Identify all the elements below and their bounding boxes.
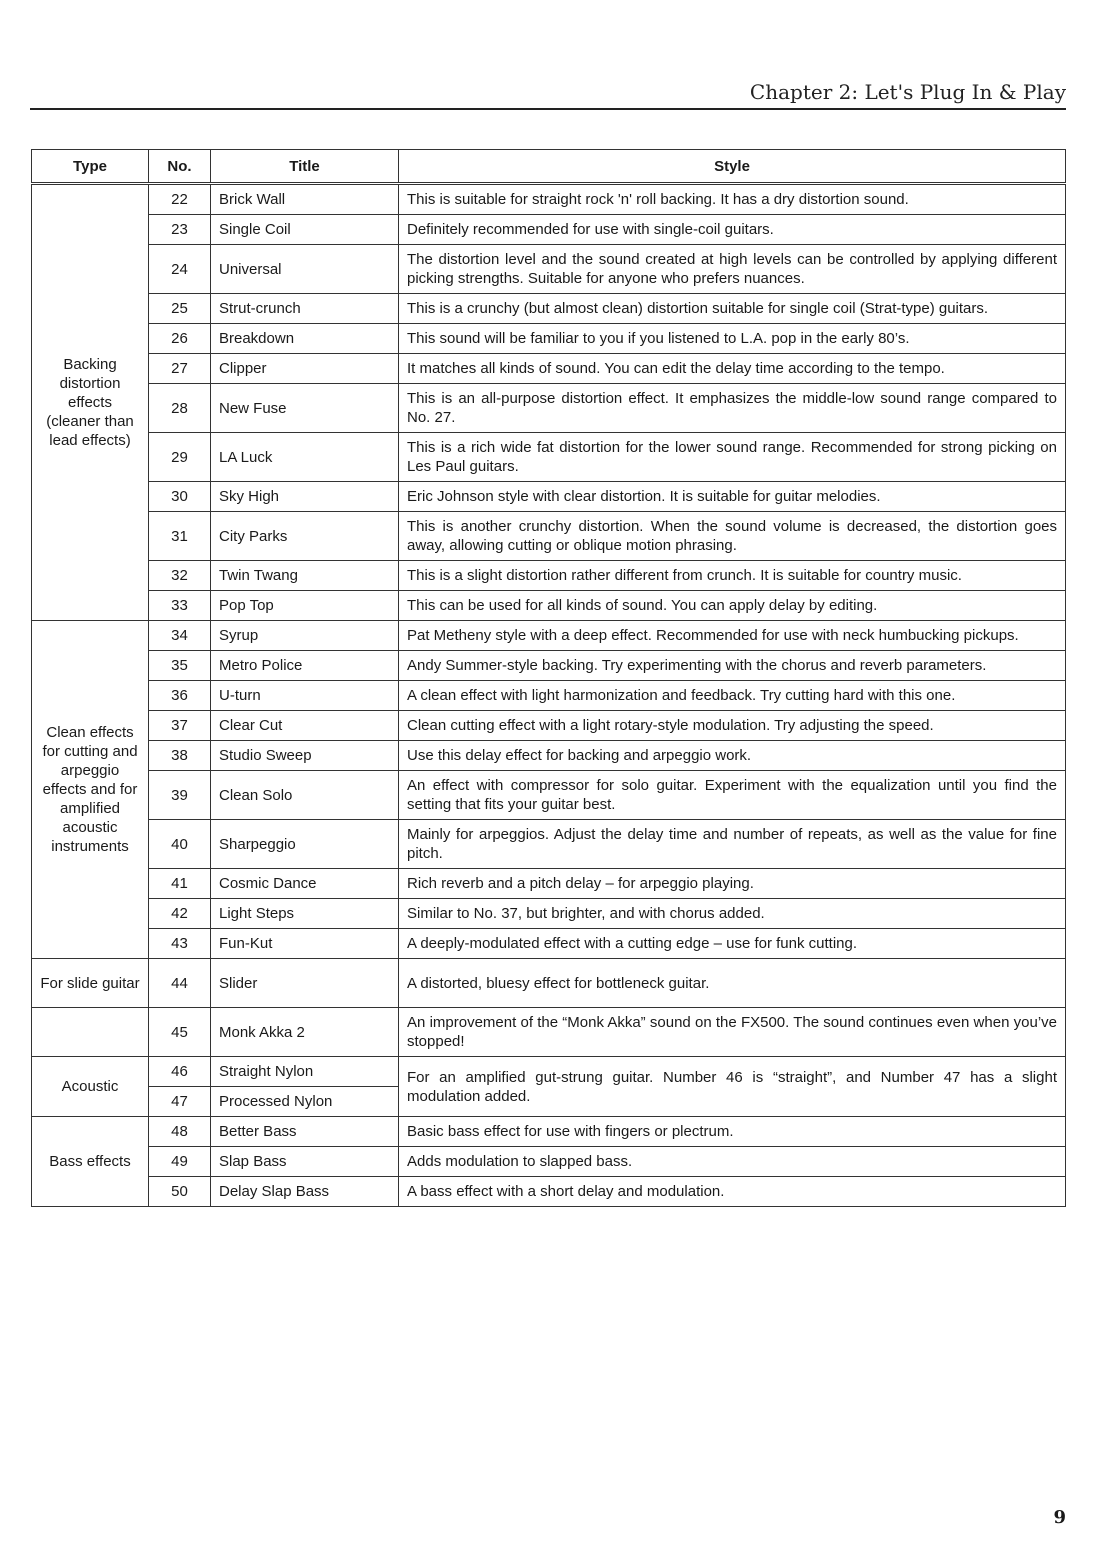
no-cell: 46: [149, 1057, 211, 1087]
title-cell: Fun-Kut: [211, 929, 399, 959]
no-cell: 36: [149, 681, 211, 711]
style-cell: Adds modulation to slapped bass.: [399, 1147, 1066, 1177]
table-row: [32, 591, 1066, 621]
no-cell: 30: [149, 482, 211, 512]
table-row: [32, 512, 1066, 561]
style-cell: It matches all kinds of sound. You can edit the delay time according to the tempo.: [399, 354, 1066, 384]
style-cell: This sound will be familiar to you if you listened to L.A. pop in the early 80’s.: [399, 324, 1066, 354]
chapter-header: Chapter 2: Let's Plug In & Play: [749, 80, 1066, 104]
title-cell: Slap Bass: [211, 1147, 399, 1177]
table-row: [32, 1057, 1066, 1087]
table-row: [32, 245, 1066, 294]
no-cell: 37: [149, 711, 211, 741]
style-cell: This is a crunchy (but almost clean) distortion suitable for single coil (Strat-type) guitars.: [399, 294, 1066, 324]
title-cell: Brick Wall: [211, 184, 399, 215]
style-cell: This is suitable for straight rock 'n' roll backing. It has a dry distortion sound.: [399, 184, 1066, 215]
no-cell: 35: [149, 651, 211, 681]
title-cell: Twin Twang: [211, 561, 399, 591]
title-cell: Straight Nylon: [211, 1057, 399, 1087]
table-header-row: [32, 150, 1066, 184]
table-row: [32, 651, 1066, 681]
table-row: [32, 820, 1066, 869]
title-cell: Better Bass: [211, 1117, 399, 1147]
table-row: [32, 482, 1066, 512]
table-row: [32, 1008, 1066, 1057]
title-cell: U-turn: [211, 681, 399, 711]
no-cell: 33: [149, 591, 211, 621]
no-cell: 44: [149, 959, 211, 1008]
no-column-header: No.: [149, 150, 211, 184]
no-cell: 39: [149, 771, 211, 820]
style-cell: A deeply-modulated effect with a cutting edge – use for funk cutting.: [399, 929, 1066, 959]
no-cell: 25: [149, 294, 211, 324]
no-cell: 41: [149, 869, 211, 899]
style-cell: A distorted, bluesy effect for bottleneck guitar.: [399, 959, 1066, 1008]
type-column-header: Type: [32, 150, 149, 184]
table-row: [32, 184, 1066, 215]
style-cell: This is a rich wide fat distortion for the lower sound range. Recommended for strong picking on Les Paul guitars.: [399, 433, 1066, 482]
title-cell: Light Steps: [211, 899, 399, 929]
no-cell: 34: [149, 621, 211, 651]
title-cell: Clean Solo: [211, 771, 399, 820]
no-cell: 50: [149, 1177, 211, 1207]
title-cell: City Parks: [211, 512, 399, 561]
style-cell: Andy Summer-style backing. Try experimenting with the chorus and reverb parameters.: [399, 651, 1066, 681]
style-cell: Mainly for arpeggios. Adjust the delay time and number of repeats, as well as the value for fine pitch.: [399, 820, 1066, 869]
table-row: [32, 741, 1066, 771]
type-cell: For slide guitar: [32, 959, 149, 1008]
no-cell: 24: [149, 245, 211, 294]
table-row: [32, 1117, 1066, 1147]
table-row: [32, 433, 1066, 482]
no-cell: 45: [149, 1008, 211, 1057]
style-cell: This is another crunchy distortion. When the sound volume is decreased, the distortion goes away, allowing cutting or oblique motion phrasing.: [399, 512, 1066, 561]
no-cell: 43: [149, 929, 211, 959]
table-row: [32, 771, 1066, 820]
table-row: [32, 959, 1066, 1008]
table-row: [32, 711, 1066, 741]
type-cell: Backing distortion effects (cleaner than lead effects): [32, 184, 149, 621]
style-cell: Pat Metheny style with a deep effect. Recommended for use with neck humbucking pickups.: [399, 621, 1066, 651]
style-cell: A clean effect with light harmonization and feedback. Try cutting hard with this one.: [399, 681, 1066, 711]
table-row: [32, 354, 1066, 384]
no-cell: 27: [149, 354, 211, 384]
no-cell: 48: [149, 1117, 211, 1147]
table-row: [32, 929, 1066, 959]
title-cell: LA Luck: [211, 433, 399, 482]
table-row: [32, 1177, 1066, 1207]
no-cell: 31: [149, 512, 211, 561]
type-cell: Clean effects for cutting and arpeggio effects and for amplified acoustic instruments: [32, 621, 149, 959]
title-cell: Clear Cut: [211, 711, 399, 741]
table-row: [32, 561, 1066, 591]
style-cell: Basic bass effect for use with fingers or plectrum.: [399, 1117, 1066, 1147]
title-cell: Single Coil: [211, 215, 399, 245]
title-cell: Pop Top: [211, 591, 399, 621]
style-cell: Rich reverb and a pitch delay – for arpeggio playing.: [399, 869, 1066, 899]
title-cell: Sharpeggio: [211, 820, 399, 869]
title-column-header: Title: [211, 150, 399, 184]
no-cell: 32: [149, 561, 211, 591]
table-row: [32, 1147, 1066, 1177]
table-row: [32, 869, 1066, 899]
style-cell: The distortion level and the sound created at high levels can be controlled by applying different picking strengths. Suitable for anyone who prefers nuances.: [399, 245, 1066, 294]
title-cell: Delay Slap Bass: [211, 1177, 399, 1207]
style-cell: Clean cutting effect with a light rotary-style modulation. Try adjusting the speed.: [399, 711, 1066, 741]
type-cell: [32, 1008, 149, 1057]
type-cell: Bass effects: [32, 1117, 149, 1207]
style-cell: Definitely recommended for use with single-coil guitars.: [399, 215, 1066, 245]
table-row: [32, 899, 1066, 929]
no-cell: 29: [149, 433, 211, 482]
table-row: [32, 324, 1066, 354]
no-cell: 47: [149, 1087, 211, 1117]
no-cell: 22: [149, 184, 211, 215]
style-cell: Eric Johnson style with clear distortion. It is suitable for guitar melodies.: [399, 482, 1066, 512]
table-row: [32, 681, 1066, 711]
title-cell: Processed Nylon: [211, 1087, 399, 1117]
title-cell: Universal: [211, 245, 399, 294]
style-cell: Similar to No. 37, but brighter, and with chorus added.: [399, 899, 1066, 929]
no-cell: 26: [149, 324, 211, 354]
title-cell: Syrup: [211, 621, 399, 651]
no-cell: 42: [149, 899, 211, 929]
no-cell: 23: [149, 215, 211, 245]
title-cell: Cosmic Dance: [211, 869, 399, 899]
no-cell: 40: [149, 820, 211, 869]
no-cell: 38: [149, 741, 211, 771]
style-cell: This can be used for all kinds of sound. You can apply delay by editing.: [399, 591, 1066, 621]
type-cell: Acoustic: [32, 1057, 149, 1117]
title-cell: Studio Sweep: [211, 741, 399, 771]
title-cell: Sky High: [211, 482, 399, 512]
table-row: [32, 621, 1066, 651]
title-cell: Strut-crunch: [211, 294, 399, 324]
title-cell: Monk Akka 2: [211, 1008, 399, 1057]
title-cell: Slider: [211, 959, 399, 1008]
style-column-header: Style: [399, 150, 1066, 184]
preset-table: [31, 149, 1066, 1207]
style-cell: An improvement of the “Monk Akka” sound on the FX500. The sound continues even when you’ve stopped!: [399, 1008, 1066, 1057]
style-cell: For an amplified gut-strung guitar. Number 46 is “straight”, and Number 47 has a slight modulation added.: [399, 1057, 1066, 1117]
style-cell: Use this delay effect for backing and arpeggio work.: [399, 741, 1066, 771]
table-row: [32, 384, 1066, 433]
title-cell: Clipper: [211, 354, 399, 384]
style-cell: An effect with compressor for solo guitar. Experiment with the equalization until you find the setting that fits your guitar best.: [399, 771, 1066, 820]
style-cell: A bass effect with a short delay and modulation.: [399, 1177, 1066, 1207]
no-cell: 49: [149, 1147, 211, 1177]
page-number: 9: [1053, 1507, 1066, 1528]
table-body: [32, 184, 1066, 1207]
title-cell: Breakdown: [211, 324, 399, 354]
title-cell: New Fuse: [211, 384, 399, 433]
table-row: [32, 294, 1066, 324]
table-row: [32, 215, 1066, 245]
style-cell: This is an all-purpose distortion effect. It emphasizes the middle-low sound range compared to No. 27.: [399, 384, 1066, 433]
header-rule: [30, 108, 1066, 110]
style-cell: This is a slight distortion rather different from crunch. It is suitable for country music.: [399, 561, 1066, 591]
no-cell: 28: [149, 384, 211, 433]
title-cell: Metro Police: [211, 651, 399, 681]
